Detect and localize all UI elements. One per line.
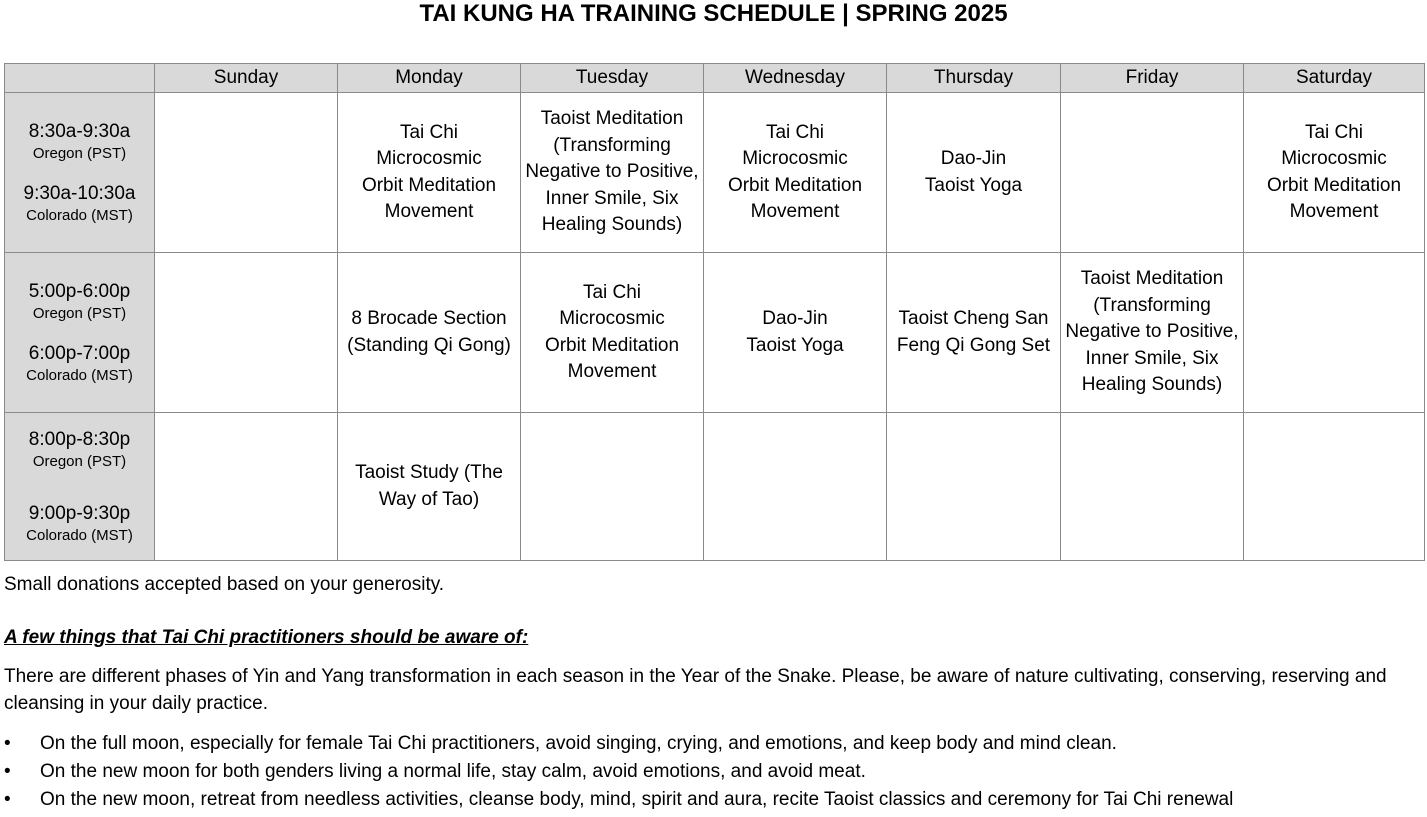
class-cell <box>887 93 1061 253</box>
class-name: Tai Chi Microcosmic Orbit Meditation Movement <box>544 281 680 382</box>
class-cell <box>887 413 1061 561</box>
class-cell <box>338 93 521 253</box>
class-cell <box>704 413 887 561</box>
guidance-list <box>4 730 1233 814</box>
class-cell <box>521 253 704 413</box>
zone-colorado: Colorado (MST) <box>26 366 133 384</box>
intro-paragraph: There are different phases of Yin and Yang transformation in each season in the Year of the Snake. Please, be aware of nature cultivating, conserving, reserving and cleansing in your daily practice. <box>4 666 1387 714</box>
time-slot-row <box>5 253 1425 413</box>
day-header: Tuesday <box>521 64 704 93</box>
class-cell <box>1061 413 1244 561</box>
schedule-table <box>4 63 1425 561</box>
zone-colorado: Colorado (MST) <box>26 206 133 224</box>
class-name: Dao-Jin Taoist Yoga <box>924 148 1023 196</box>
class-cell <box>1244 253 1425 413</box>
day-header: Thursday <box>887 64 1061 93</box>
time-slot-row <box>5 93 1425 253</box>
zone-oregon: Oregon (PST) <box>32 452 127 470</box>
class-name: Tai Chi Microcosmic Orbit Meditation Movement <box>727 121 863 222</box>
class-name: Taoist Study (The Way of Tao) <box>355 462 503 510</box>
class-cell <box>1244 93 1425 253</box>
class-cell <box>704 253 887 413</box>
class-name: Tai Chi Microcosmic Orbit Meditation Movement <box>361 121 497 222</box>
day-header: Wednesday <box>704 64 887 93</box>
time-colorado: 9:30a-10:30a <box>23 182 136 204</box>
time-cell <box>5 413 155 561</box>
donations-note: Small donations accepted based on your generosity. <box>4 574 445 595</box>
time-slot-row <box>5 413 1425 561</box>
class-cell <box>1061 93 1244 253</box>
day-header: Sunday <box>155 64 338 93</box>
class-cell <box>155 413 338 561</box>
time-oregon: 5:00p-6:00p <box>28 280 131 302</box>
class-name: Dao-Jin Taoist Yoga <box>746 308 844 356</box>
time-oregon: 8:00p-8:30p <box>28 428 131 450</box>
bullet-icon: • <box>4 761 11 782</box>
class-name: Taoist Meditation (Transforming Negative to Positive, Inner Smile, Six Healing Sounds) <box>525 108 699 236</box>
class-cell <box>338 253 521 413</box>
class-cell <box>1061 253 1244 413</box>
day-header: Friday <box>1061 64 1244 93</box>
page-title: TAI KUNG HA TRAINING SCHEDULE | SPRING 2025 <box>419 0 1008 27</box>
header-row <box>5 64 1425 93</box>
time-cell <box>5 253 155 413</box>
zone-colorado: Colorado (MST) <box>26 526 133 544</box>
list-item-text: On the new moon, retreat from needless activities, cleanse body, mind, spirit and aura, recite Taoist classics and ceremony for Tai Chi renewal <box>40 789 1234 810</box>
aware-heading: A few things that Tai Chi practitioners should be aware of: <box>4 627 529 648</box>
class-cell <box>521 413 704 561</box>
bullet-icon: • <box>4 789 11 810</box>
corner-cell <box>5 64 155 93</box>
class-name: Tai Chi Microcosmic Orbit Meditation Movement <box>1266 121 1402 222</box>
class-name: Taoist Cheng San Feng Qi Gong Set <box>896 308 1051 356</box>
bullet-icon: • <box>4 733 11 754</box>
class-name: Taoist Meditation (Transforming Negative to Positive, Inner Smile, Six Healing Sounds) <box>1065 268 1239 396</box>
list-item-text: On the full moon, especially for female Tai Chi practitioners, avoid singing, crying, and emotions, and keep body and mind clean. <box>40 733 1117 754</box>
list-item <box>4 786 1233 814</box>
class-cell <box>1244 413 1425 561</box>
day-header: Monday <box>338 64 521 93</box>
class-cell <box>521 93 704 253</box>
class-name: 8 Brocade Section (Standing Qi Gong) <box>347 308 511 356</box>
day-header: Saturday <box>1244 64 1425 93</box>
class-cell <box>155 253 338 413</box>
zone-oregon: Oregon (PST) <box>32 304 127 322</box>
class-cell <box>338 413 521 561</box>
time-cell <box>5 93 155 253</box>
time-colorado: 9:00p-9:30p <box>28 502 131 524</box>
list-item <box>4 730 1233 758</box>
class-cell <box>887 253 1061 413</box>
zone-oregon: Oregon (PST) <box>32 144 127 162</box>
list-item-text: On the new moon for both genders living a normal life, stay calm, avoid emotions, and avoid meat. <box>40 761 866 782</box>
class-cell <box>155 93 338 253</box>
time-colorado: 6:00p-7:00p <box>28 342 131 364</box>
class-cell <box>704 93 887 253</box>
time-oregon: 8:30a-9:30a <box>28 120 131 142</box>
list-item <box>4 758 1233 786</box>
